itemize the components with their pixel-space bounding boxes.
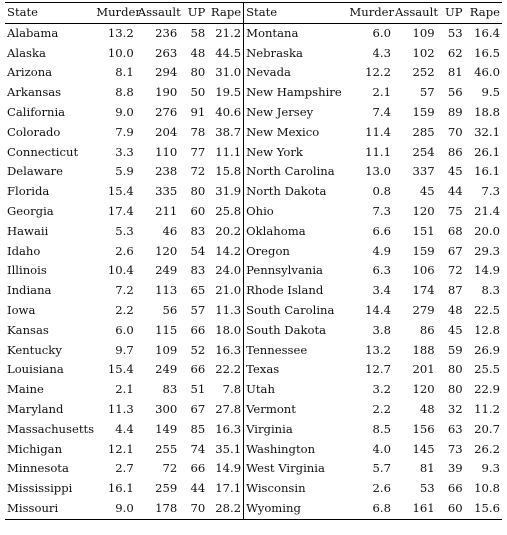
- cell-state-left: Michigan: [7, 441, 63, 456]
- cell-state-left: Minnesota: [7, 461, 69, 476]
- table-body: [5, 23, 502, 519]
- cell-rape-right: 25.5: [474, 362, 500, 377]
- cell-murder-right: 5.7: [372, 461, 391, 476]
- cell-rape-right: 15.6: [474, 500, 500, 515]
- cell-murder-right: 6.8: [372, 500, 391, 515]
- cell-murder-right: 4.3: [372, 45, 391, 60]
- cell-assault-right: 254: [412, 144, 435, 159]
- cell-assault-right: 106: [412, 263, 435, 278]
- cell-murder-left: 7.2: [115, 283, 134, 298]
- cell-assault-left: 249: [155, 263, 178, 278]
- cell-rape-right: 18.8: [474, 104, 500, 119]
- cell-up-right: 45: [447, 164, 463, 179]
- cell-state-right: New Mexico: [244, 123, 348, 143]
- cell-state-left: Georgia: [7, 203, 54, 218]
- cell-assault-left: 294: [155, 65, 178, 80]
- cell-state-right: Montana: [244, 23, 348, 43]
- cell-rape-right: 46.0: [474, 65, 500, 80]
- cell-up-right: 39: [447, 461, 463, 476]
- cell-rape-left: 16.3: [215, 342, 242, 357]
- cell-rape-left: 21.0: [215, 283, 242, 298]
- cell-up-right: 62: [447, 45, 463, 60]
- table-row: [5, 63, 502, 83]
- cell-murder-left: 10.0: [107, 45, 134, 60]
- cell-rape-right: 32.1: [474, 124, 500, 139]
- cell-rape-left: 15.8: [215, 164, 242, 179]
- cell-state-right: Wisconsin: [244, 479, 348, 499]
- cell-up-right: 89: [447, 104, 463, 119]
- header-rape-left: Rape: [210, 5, 242, 19]
- cell-rape-left: 28.2: [215, 500, 242, 515]
- cell-murder-left: 5.9: [115, 164, 134, 179]
- cell-state-right: Vermont: [244, 400, 348, 420]
- table-row: [5, 301, 502, 321]
- cell-murder-left: 3.3: [115, 144, 134, 159]
- cell-murder-left: 10.4: [107, 263, 134, 278]
- cell-assault-left: 115: [155, 322, 178, 337]
- cell-rape-left: 14.2: [215, 243, 242, 258]
- cell-rape-right: 16.5: [474, 45, 500, 60]
- cell-state-left: Delaware: [7, 164, 64, 179]
- cell-assault-left: 109: [155, 342, 178, 357]
- cell-state-right: North Carolina: [244, 162, 348, 182]
- cell-up-right: 80: [447, 362, 463, 377]
- cell-assault-right: 161: [412, 500, 435, 515]
- cell-up-left: 58: [190, 25, 206, 40]
- cell-state-right: Nevada: [244, 63, 348, 83]
- cell-state-left: Missouri: [7, 500, 59, 515]
- cell-state-right: Virginia: [244, 420, 348, 440]
- table-row: [5, 380, 502, 400]
- cell-up-left: 44: [190, 481, 206, 496]
- cell-assault-right: 285: [412, 124, 435, 139]
- cell-up-left: 80: [190, 65, 206, 80]
- cell-murder-left: 7.9: [115, 124, 134, 139]
- cell-murder-right: 0.8: [372, 184, 391, 199]
- cell-rape-right: 16.1: [474, 164, 500, 179]
- table-row: [5, 182, 502, 202]
- cell-murder-left: 5.3: [115, 223, 134, 238]
- cell-assault-right: 120: [412, 382, 435, 397]
- cell-up-right: 56: [447, 85, 463, 100]
- table-row: [5, 400, 502, 420]
- cell-state-right: Oregon: [244, 242, 348, 262]
- cell-assault-right: 86: [419, 322, 435, 337]
- cell-rape-left: 20.2: [215, 223, 242, 238]
- cell-state-left: Colorado: [7, 124, 61, 139]
- cell-up-right: 72: [447, 263, 463, 278]
- cell-up-right: 63: [447, 421, 463, 436]
- cell-up-left: 67: [190, 401, 206, 416]
- cell-up-left: 77: [190, 144, 206, 159]
- cell-state-right: Ohio: [244, 202, 348, 222]
- cell-assault-right: 159: [412, 104, 435, 119]
- cell-state-right: North Dakota: [244, 182, 348, 202]
- cell-up-right: 68: [447, 223, 463, 238]
- cell-up-left: 70: [190, 500, 206, 515]
- cell-assault-left: 120: [155, 243, 178, 258]
- cell-up-left: 74: [190, 441, 206, 456]
- cell-murder-right: 7.3: [372, 203, 391, 218]
- cell-up-left: 91: [190, 104, 206, 119]
- cell-rape-right: 9.5: [481, 85, 500, 100]
- cell-state-right: West Virginia: [244, 459, 348, 479]
- cell-murder-right: 8.5: [372, 421, 391, 436]
- cell-murder-left: 17.4: [107, 203, 134, 218]
- cell-up-left: 50: [190, 85, 206, 100]
- cell-assault-right: 109: [412, 25, 435, 40]
- cell-murder-left: 11.3: [107, 401, 134, 416]
- cell-up-left: 60: [190, 203, 206, 218]
- cell-murder-right: 3.4: [372, 283, 391, 298]
- cell-murder-left: 2.2: [115, 302, 134, 317]
- cell-assault-left: 110: [155, 144, 178, 159]
- cell-murder-right: 4.9: [372, 243, 391, 258]
- table-row: [5, 242, 502, 262]
- header-assault-left: Assault: [137, 5, 181, 19]
- cell-rape-right: 16.4: [474, 25, 500, 40]
- cell-up-left: 83: [190, 263, 206, 278]
- cell-assault-left: 263: [155, 45, 178, 60]
- cell-assault-left: 149: [155, 421, 178, 436]
- cell-state-left: Maryland: [7, 401, 64, 416]
- cell-up-right: 80: [447, 382, 463, 397]
- cell-rape-right: 9.3: [481, 461, 500, 476]
- cell-rape-left: 19.5: [215, 85, 242, 100]
- cell-state-left: Arkansas: [7, 85, 62, 100]
- cell-assault-right: 337: [412, 164, 435, 179]
- cell-state-left: Hawaii: [7, 223, 49, 238]
- cell-assault-right: 201: [412, 362, 435, 377]
- cell-state-left: Arizona: [7, 65, 53, 80]
- table-row: [5, 261, 502, 281]
- cell-assault-right: 57: [419, 85, 435, 100]
- cell-rape-left: 44.5: [215, 45, 242, 60]
- cell-up-left: 66: [190, 461, 206, 476]
- cell-assault-left: 56: [162, 302, 178, 317]
- header-state-right: State: [244, 3, 348, 24]
- cell-assault-left: 238: [155, 164, 178, 179]
- cell-murder-left: 9.0: [115, 104, 134, 119]
- table-header: [5, 3, 502, 24]
- cell-state-right: New York: [244, 143, 348, 163]
- cell-murder-left: 9.7: [115, 342, 134, 357]
- cell-up-left: 80: [190, 184, 206, 199]
- cell-rape-left: 7.8: [222, 382, 242, 397]
- cell-up-right: 66: [447, 481, 463, 496]
- cell-up-left: 78: [190, 124, 206, 139]
- table-row: [5, 341, 502, 361]
- cell-assault-right: 102: [412, 45, 435, 60]
- cell-murder-right: 6.0: [372, 25, 391, 40]
- cell-state-left: Idaho: [7, 243, 41, 258]
- cell-assault-right: 188: [412, 342, 435, 357]
- cell-state-left: Louisiana: [7, 362, 64, 377]
- table-row: [5, 123, 502, 143]
- cell-up-left: 83: [190, 223, 206, 238]
- cell-assault-right: 156: [412, 421, 435, 436]
- table-row: [5, 360, 502, 380]
- cell-rape-left: 40.6: [215, 104, 242, 119]
- table-row: [5, 479, 502, 499]
- cell-murder-left: 2.7: [115, 461, 134, 476]
- cell-murder-right: 11.1: [365, 144, 391, 159]
- header-rape-right: Rape: [469, 5, 500, 19]
- cell-murder-right: 6.6: [372, 223, 391, 238]
- cell-assault-left: 211: [155, 203, 178, 218]
- cell-up-left: 85: [190, 421, 206, 436]
- cell-up-right: 75: [447, 203, 463, 218]
- cell-murder-right: 7.4: [372, 104, 391, 119]
- cell-up-right: 53: [447, 25, 463, 40]
- cell-up-right: 81: [447, 65, 463, 80]
- cell-murder-left: 8.8: [115, 85, 134, 100]
- cell-up-left: 57: [190, 302, 206, 317]
- cell-murder-right: 12.2: [365, 65, 391, 80]
- cell-murder-right: 2.6: [372, 481, 391, 496]
- header-row: [5, 3, 502, 24]
- table-row: [5, 440, 502, 460]
- header-state-left: State: [7, 5, 39, 19]
- cell-up-left: 51: [190, 382, 206, 397]
- cell-murder-right: 2.1: [372, 85, 391, 100]
- cell-state-left: Indiana: [7, 283, 52, 298]
- cell-murder-right: 6.3: [372, 263, 391, 278]
- cell-rape-left: 21.2: [215, 25, 242, 40]
- cell-murder-left: 16.1: [107, 481, 134, 496]
- cell-murder-left: 15.4: [107, 362, 134, 377]
- cell-rape-right: 7.3: [481, 184, 500, 199]
- cell-rape-left: 31.0: [215, 65, 242, 80]
- cell-state-left: Iowa: [7, 302, 36, 317]
- cell-assault-right: 174: [412, 283, 435, 298]
- cell-state-right: Texas: [244, 360, 348, 380]
- cell-state-left: Florida: [7, 184, 50, 199]
- cell-state-left: Kansas: [7, 322, 49, 337]
- cell-rape-left: 17.1: [215, 481, 242, 496]
- cell-up-left: 72: [190, 164, 206, 179]
- cell-rape-left: 25.8: [215, 203, 242, 218]
- table-row: [5, 420, 502, 440]
- header-murder-right: Murder: [349, 5, 395, 19]
- cell-rape-right: 12.8: [474, 322, 500, 337]
- cell-assault-left: 72: [162, 461, 178, 476]
- cell-rape-right: 20.7: [474, 421, 500, 436]
- header-up-left: UP: [187, 5, 206, 19]
- cell-rape-right: 10.8: [474, 481, 500, 496]
- table-row: [5, 44, 502, 64]
- table-row: [5, 162, 502, 182]
- cell-rape-left: 18.0: [215, 322, 242, 337]
- cell-murder-right: 3.8: [372, 322, 391, 337]
- cell-state-left: Connecticut: [7, 144, 79, 159]
- cell-rape-right: 26.9: [474, 342, 500, 357]
- cell-rape-right: 22.9: [474, 382, 500, 397]
- cell-rape-left: 38.7: [215, 124, 242, 139]
- cell-assault-left: 236: [155, 25, 178, 40]
- cell-state-right: South Dakota: [244, 321, 348, 341]
- cell-up-left: 65: [190, 283, 206, 298]
- table-row: [5, 222, 502, 242]
- cell-murder-left: 12.1: [107, 441, 134, 456]
- cell-state-left: Maine: [7, 382, 44, 397]
- cell-assault-left: 190: [155, 85, 178, 100]
- cell-rape-right: 26.2: [474, 441, 500, 456]
- table-row: [5, 499, 502, 519]
- cell-up-left: 48: [190, 45, 206, 60]
- cell-rape-left: 31.9: [215, 184, 242, 199]
- cell-assault-right: 145: [412, 441, 435, 456]
- cell-rape-right: 21.4: [474, 203, 500, 218]
- cell-murder-right: 4.0: [372, 441, 391, 456]
- cell-murder-left: 9.0: [115, 500, 134, 515]
- cell-up-left: 66: [190, 362, 206, 377]
- cell-murder-right: 13.0: [365, 164, 391, 179]
- cell-assault-left: 276: [155, 104, 178, 119]
- cell-state-right: Washington: [244, 440, 348, 460]
- cell-state-right: Wyoming: [244, 499, 348, 519]
- cell-murder-right: 2.2: [372, 401, 391, 416]
- header-up-right: UP: [445, 5, 463, 19]
- header-murder-left: Murder: [96, 5, 141, 19]
- cell-state-left: Massachusetts: [7, 421, 95, 436]
- table-row: [5, 83, 502, 103]
- cell-state-right: Pennsylvania: [244, 261, 348, 281]
- cell-rape-left: 16.3: [215, 421, 242, 436]
- cell-up-right: 67: [447, 243, 463, 258]
- cell-murder-left: 2.6: [115, 243, 134, 258]
- cell-assault-left: 259: [155, 481, 178, 496]
- cell-state-right: Nebraska: [244, 44, 348, 64]
- cell-state-left: Mississippi: [7, 481, 73, 496]
- cell-state-left: Alaska: [7, 45, 46, 60]
- cell-up-right: 73: [447, 441, 463, 456]
- cell-murder-right: 13.2: [365, 342, 391, 357]
- cell-assault-right: 81: [419, 461, 435, 476]
- cell-rape-right: 14.9: [474, 263, 500, 278]
- table-row: [5, 459, 502, 479]
- cell-rape-left: 24.0: [215, 263, 242, 278]
- cell-up-right: 87: [447, 283, 463, 298]
- table-row: [5, 103, 502, 123]
- crime-table-container: [5, 2, 502, 520]
- cell-up-right: 60: [447, 500, 463, 515]
- cell-assault-left: 335: [155, 184, 178, 199]
- cell-state-right: Rhode Island: [244, 281, 348, 301]
- cell-assault-left: 83: [162, 382, 178, 397]
- cell-up-right: 70: [447, 124, 463, 139]
- cell-up-right: 44: [447, 184, 463, 199]
- table-row: [5, 321, 502, 341]
- cell-rape-left: 11.3: [215, 302, 242, 317]
- cell-murder-right: 14.4: [365, 302, 391, 317]
- cell-assault-left: 255: [155, 441, 178, 456]
- cell-assault-right: 48: [419, 401, 435, 416]
- cell-rape-right: 22.5: [474, 302, 500, 317]
- cell-up-left: 52: [190, 342, 206, 357]
- cell-assault-right: 151: [412, 223, 435, 238]
- cell-murder-right: 3.2: [372, 382, 391, 397]
- table-row: [5, 281, 502, 301]
- cell-up-right: 59: [447, 342, 463, 357]
- cell-assault-right: 53: [419, 481, 435, 496]
- cell-murder-right: 11.4: [365, 124, 391, 139]
- cell-murder-left: 2.1: [115, 382, 134, 397]
- cell-rape-right: 8.3: [481, 283, 500, 298]
- cell-rape-right: 26.1: [474, 144, 500, 159]
- cell-rape-left: 11.1: [215, 144, 242, 159]
- cell-assault-right: 159: [412, 243, 435, 258]
- cell-assault-right: 45: [419, 184, 435, 199]
- cell-state-left: California: [7, 104, 66, 119]
- cell-assault-left: 204: [155, 124, 178, 139]
- cell-state-left: Alabama: [7, 25, 59, 40]
- cell-up-right: 32: [447, 401, 463, 416]
- cell-state-right: New Jersey: [244, 103, 348, 123]
- cell-assault-left: 300: [155, 401, 178, 416]
- cell-murder-left: 6.0: [115, 322, 134, 337]
- cell-rape-left: 35.1: [215, 441, 242, 456]
- cell-up-right: 48: [447, 302, 463, 317]
- cell-state-left: Illinois: [7, 263, 47, 278]
- cell-assault-right: 120: [412, 203, 435, 218]
- cell-rape-left: 14.9: [215, 461, 242, 476]
- table-row: [5, 202, 502, 222]
- cell-assault-left: 178: [155, 500, 178, 515]
- cell-state-right: Utah: [244, 380, 348, 400]
- cell-murder-left: 13.2: [107, 25, 134, 40]
- cell-assault-left: 46: [162, 223, 178, 238]
- cell-up-right: 45: [447, 322, 463, 337]
- cell-rape-right: 29.3: [474, 243, 500, 258]
- cell-state-right: Oklahoma: [244, 222, 348, 242]
- cell-rape-right: 20.0: [474, 223, 500, 238]
- cell-up-right: 86: [447, 144, 463, 159]
- cell-state-right: New Hampshire: [244, 83, 348, 103]
- cell-state-left: Kentucky: [7, 342, 62, 357]
- table-row: [5, 23, 502, 43]
- cell-assault-left: 113: [155, 283, 178, 298]
- cell-assault-right: 252: [412, 65, 435, 80]
- cell-murder-left: 4.4: [115, 421, 134, 436]
- cell-up-left: 66: [190, 322, 206, 337]
- table-row: [5, 143, 502, 163]
- cell-murder-right: 12.7: [365, 362, 391, 377]
- header-assault-right: Assault: [395, 5, 439, 19]
- cell-murder-left: 8.1: [115, 65, 134, 80]
- cell-assault-right: 279: [412, 302, 435, 317]
- cell-assault-left: 249: [155, 362, 178, 377]
- cell-rape-left: 27.8: [215, 401, 242, 416]
- cell-rape-right: 11.2: [474, 401, 500, 416]
- cell-murder-left: 15.4: [107, 184, 134, 199]
- cell-state-right: South Carolina: [244, 301, 348, 321]
- cell-rape-left: 22.2: [215, 362, 242, 377]
- crime-statistics-table: [5, 2, 502, 520]
- cell-up-left: 54: [190, 243, 206, 258]
- cell-state-right: Tennessee: [244, 341, 348, 361]
